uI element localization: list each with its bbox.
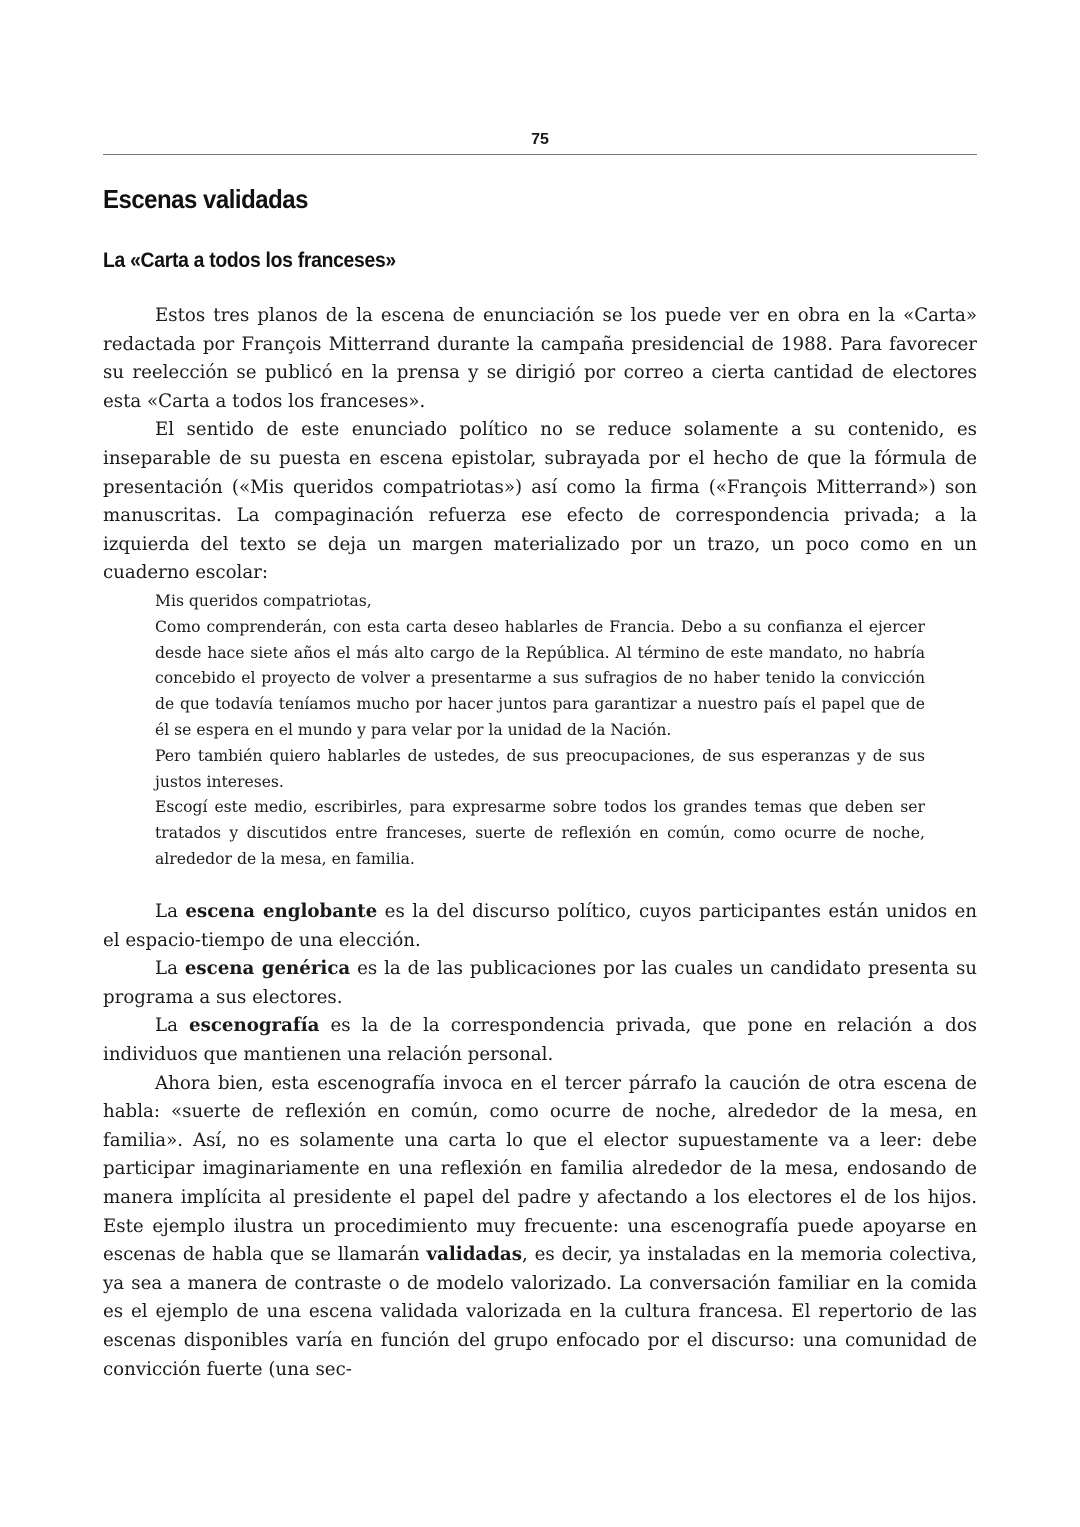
intro-text (103, 302, 977, 588)
header-rule (103, 154, 977, 155)
paragraph-closing (103, 1070, 977, 1385)
paragraph: Estos tres planos de la escena de enunciación se los puede ver en obra en la «Carta» redactada por François Mitterrand durante la campaña presidencial de 1988. Para favorecer su reelección se publicó en la prensa y se dirigió por correo a cierta cantidad de electores esta «Carta a todos los franceses». (103, 305, 977, 412)
main-text (103, 898, 977, 1384)
block-quote (155, 589, 925, 873)
quote-paragraph: Como comprenderán, con esta carta deseo hablarles de Francia. Debo a su confianza el ejercer desde hace siete años el más alto cargo de la República. Al término de este mandato, no habría concebido el proyecto de volver a presentarme a sus sufragios de no haber tenido la convicción de que todavía teníamos mucho por hacer juntos para garantizar a nuestro país el papel que de él se espera en el mundo y para velar por la unidad de la Nación. (155, 617, 925, 739)
text-span: es la de la correspondencia privada, que pone en relación a dos individuos que mantienen una relación personal. (103, 1015, 977, 1065)
text-span: La (155, 901, 186, 922)
text-span: La (155, 958, 185, 980)
paragraph-escena-generica (103, 955, 977, 1012)
paragraph: El sentido de este enunciado político no se reduce solamente a su contenido, es inseparable de su puesta en escena epistolar, subrayada por el hecho de que la fórmula de presentación («Mis queridos compatriotas») así como la firma («François Mitterrand») son manuscritas. La compaginación refuerza ese efecto de correspondencia privada; a la izquierda del texto se deja un margen materializado por un trazo, un poco como en un cuaderno escolar: (103, 419, 977, 584)
quote-paragraph: Pero también quiero hablarles de ustedes, de sus preocupaciones, de sus esperanzas y de sus justos intereses. (155, 746, 925, 791)
text-span: , es decir, ya instaladas en la memoria colectiva, ya sea a manera de contraste o de modelo valorizado. La conversación familiar en la comida es el ejemplo de una escena validada valorizada en la cultura francesa. El repertorio de las escenas disponibles varía en función del grupo enfocado por el discurso: una comunidad de convicción fuerte (una sec- (103, 1244, 977, 1380)
paragraph-escenografia (103, 1012, 977, 1069)
paragraph-escena-englobante (103, 898, 977, 955)
term-escenografia: escenografía (189, 1015, 320, 1037)
subsection-title: La «Carta a todos los franceses» (103, 249, 396, 272)
term-escena-englobante: escena englobante (185, 901, 378, 922)
text-span: es la de las publicaciones por las cuales un candidato presenta su programa a sus electores. (103, 958, 977, 1008)
section-title: Escenas validadas (103, 184, 308, 214)
page-number: 75 (531, 131, 549, 148)
text-span: es la del discurso político, cuyos participantes están unidos en el espacio-tiempo de una elección. (103, 901, 978, 951)
term-escena-generica: escena genérica (184, 958, 351, 980)
term-validadas: validadas (426, 1244, 522, 1266)
text-span: La (155, 1015, 190, 1037)
quote-paragraph: Escogí este medio, escribirles, para expresarme sobre todos los grandes temas que deben ser tratados y discutidos entre franceses, suerte de reflexión en común, como ocurre de noche, alrededor de la mesa, en familia. (155, 798, 925, 868)
quote-salutation: Mis queridos compatriotas, (155, 592, 372, 610)
text-span: Ahora bien, esta escenografía invoca en el tercer párrafo la caución de otra escena de habla: «suerte de reflexión en común, como ocurre de noche, alrededor de la mesa, en familia». Así, no es solamente una carta lo que el elector supuestamente va a leer: debe participar imaginariamente en una reflexión en familia alrededor de la mesa, endosando de manera implícita al presidente el papel del padre y afectando a los electores el de los hijos. Este ejemplo ilustra un procedimiento muy frecuente: una escenografía puede apoyarse en escenas de habla que se llamarán (103, 1072, 977, 1266)
